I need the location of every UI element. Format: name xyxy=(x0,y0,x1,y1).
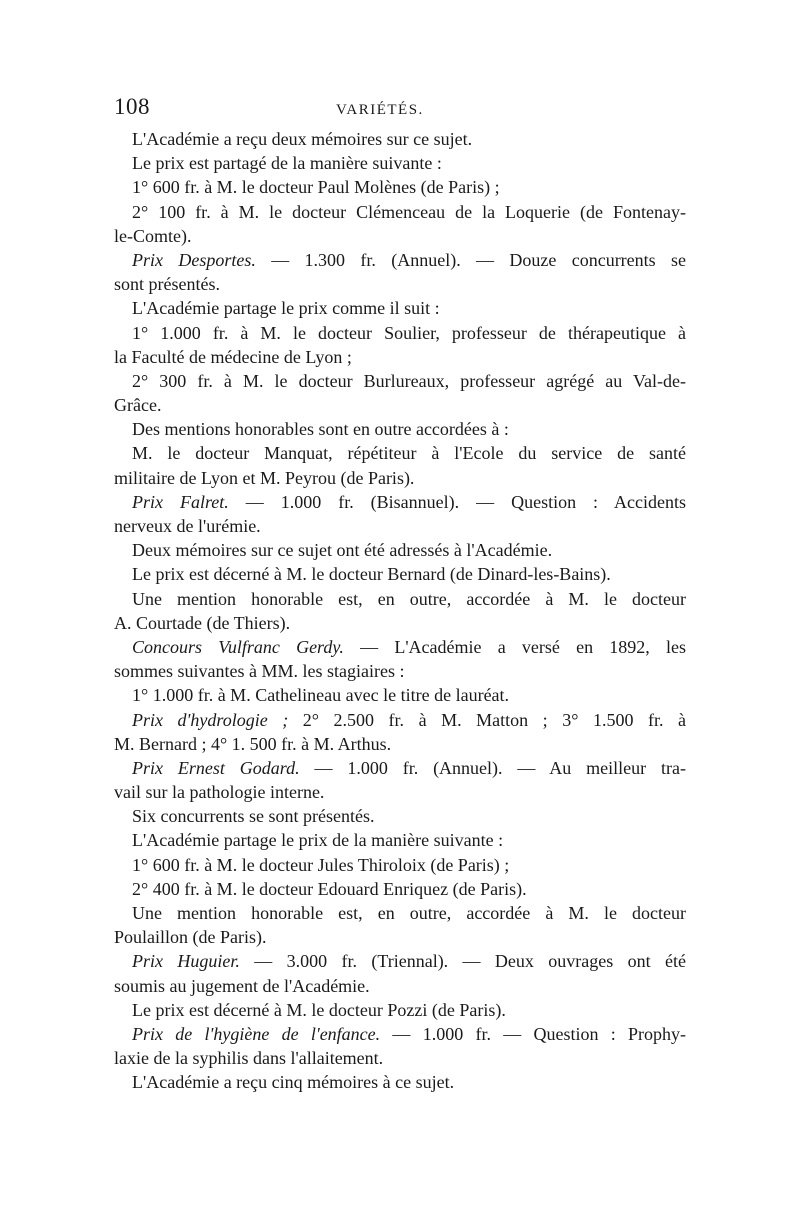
prize-name: Concours Vulfranc Gerdy. xyxy=(132,636,344,657)
line-text: 1° 600 fr. à M. le docteur Jules Thiroloix (de Paris) ; xyxy=(132,854,510,875)
line-text: Une mention honorable est, en outre, accordée à M. le docteur xyxy=(132,903,686,923)
line-text: Le prix est partagé de la manière suivante : xyxy=(132,153,442,174)
line-text: 1° 600 fr. à M. le docteur Paul Molènes (de Paris) ; xyxy=(132,177,500,198)
prize-name: Prix Huguier. xyxy=(132,951,240,972)
prize-name: Prix Ernest Godard. xyxy=(132,757,300,778)
line-text: Deux mémoires sur ce sujet ont été adressés à l'Académie. xyxy=(132,540,553,561)
text-line xyxy=(114,635,686,659)
prize-name: Prix de l'hygiène de l'enfance. xyxy=(132,1023,381,1044)
line-text: — 1.300 fr. (Annuel). — Douze concurrents se xyxy=(255,249,687,270)
line-text: — L'Académie a versé en 1892, les xyxy=(343,636,686,657)
text-line xyxy=(114,587,686,611)
text-line xyxy=(114,659,686,683)
text-line xyxy=(114,683,686,707)
text-line xyxy=(114,949,686,973)
text-line xyxy=(114,200,686,224)
text-line xyxy=(114,828,686,852)
line-text: 2° 100 fr. à M. le docteur Clémenceau de la Loquerie (de Fontenay- xyxy=(132,201,686,222)
line-text: L'Académie partage le prix de la manière suivante : xyxy=(132,830,504,851)
text-line xyxy=(114,853,686,877)
prize-name: Prix Desportes. xyxy=(132,249,256,270)
line-text: 1° 1.000 fr. à M. le docteur Soulier, professeur de thérapeutique à xyxy=(132,322,686,343)
line-text: L'Académie partage le prix comme il suit : xyxy=(132,298,440,319)
line-text: 1° 1.000 fr. à M. Cathelineau avec le titre de lauréat. xyxy=(132,685,510,706)
line-text: sont présentés. xyxy=(114,274,220,295)
page-number: 108 xyxy=(114,94,150,119)
text-line xyxy=(114,1022,686,1046)
line-text: Le prix est décerné à M. le docteur Bernard (de Dinard-les-Bains). xyxy=(132,564,611,585)
line-text: la Faculté de médecine de Lyon ; xyxy=(114,346,352,367)
line-text: 2° 400 fr. à M. le docteur Edouard Enriquez (de Paris). xyxy=(132,878,527,899)
text-line xyxy=(114,393,686,417)
line-text: Le prix est décerné à M. le docteur Pozzi (de Paris). xyxy=(132,999,506,1020)
line-text: A. Courtade (de Thiers). xyxy=(114,612,291,633)
text-line xyxy=(114,321,686,345)
line-text: Grâce. xyxy=(114,395,162,416)
line-text: — 1.000 fr. (Bisannuel). — Question : Accidents xyxy=(228,491,686,512)
text-line xyxy=(114,369,686,393)
text-line xyxy=(114,441,686,465)
line-text: Une mention honorable est, en outre, accordée à M. le docteur xyxy=(132,588,686,609)
text-line xyxy=(114,248,686,272)
line-text: Six concurrents se sont présentés. xyxy=(132,806,375,827)
line-text: le-Comte). xyxy=(114,225,192,246)
text-line xyxy=(114,877,686,901)
line-text: — 1.000 fr. (Annuel). — Au meilleur tra- xyxy=(299,757,686,778)
text-line xyxy=(114,514,686,538)
text-line xyxy=(114,708,686,732)
running-head: VARIÉTÉS. xyxy=(336,102,424,118)
text-line xyxy=(114,780,686,804)
text-line xyxy=(114,127,686,151)
line-text: sommes suivantes à MM. les stagiaires : xyxy=(114,661,405,682)
text-line xyxy=(114,804,686,828)
line-text: L'Académie a reçu deux mémoires sur ce sujet. xyxy=(132,129,473,149)
line-text: — 1.000 fr. — Question : Prophy- xyxy=(380,1023,687,1044)
prize-name: Prix Falret. xyxy=(132,491,229,512)
prize-name: Prix d'hydrologie ; xyxy=(132,709,289,730)
page-header xyxy=(114,94,686,124)
text-line xyxy=(114,1070,686,1094)
line-text: M. le docteur Manquat, répétiteur à l'Ecole du service de santé xyxy=(132,443,686,464)
line-text: laxie de la syphilis dans l'allaitement. xyxy=(114,1048,384,1069)
text-line xyxy=(114,538,686,562)
text-line xyxy=(114,998,686,1022)
line-text: nerveux de l'urémie. xyxy=(114,516,261,536)
line-text: militaire de Lyon et M. Peyrou (de Paris). xyxy=(114,467,415,488)
line-text: 2° 2.500 fr. à M. Matton ; 3° 1.500 fr. à xyxy=(288,709,686,730)
line-text: L'Académie a reçu cinq mémoires à ce sujet. xyxy=(132,1072,455,1093)
line-text: Poulaillon (de Paris). xyxy=(114,927,267,948)
line-text: — 3.000 fr. (Triennal). — Deux ouvrages ont été xyxy=(239,951,686,972)
text-line xyxy=(114,272,686,296)
text-line xyxy=(114,417,686,441)
line-text: Des mentions honorables sont en outre accordées à : xyxy=(132,419,509,440)
text-line xyxy=(114,151,686,175)
text-line xyxy=(114,732,686,756)
text-line xyxy=(114,901,686,925)
text-line xyxy=(114,611,686,635)
text-line xyxy=(114,756,686,780)
line-text: soumis au jugement de l'Académie. xyxy=(114,975,370,996)
text-line xyxy=(114,974,686,998)
line-text: 2° 300 fr. à M. le docteur Burlureaux, professeur agrégé au Val-de- xyxy=(132,370,686,391)
text-line xyxy=(114,562,686,586)
line-text: M. Bernard ; 4° 1. 500 fr. à M. Arthus. xyxy=(114,733,392,754)
text-line xyxy=(114,296,686,320)
body-text xyxy=(114,127,686,1095)
text-line xyxy=(114,345,686,369)
text-line xyxy=(114,490,686,514)
text-line xyxy=(114,224,686,248)
text-line xyxy=(114,1046,686,1070)
text-line xyxy=(114,175,686,199)
line-text: vail sur la pathologie interne. xyxy=(114,782,325,803)
text-line xyxy=(114,925,686,949)
text-line xyxy=(114,466,686,490)
